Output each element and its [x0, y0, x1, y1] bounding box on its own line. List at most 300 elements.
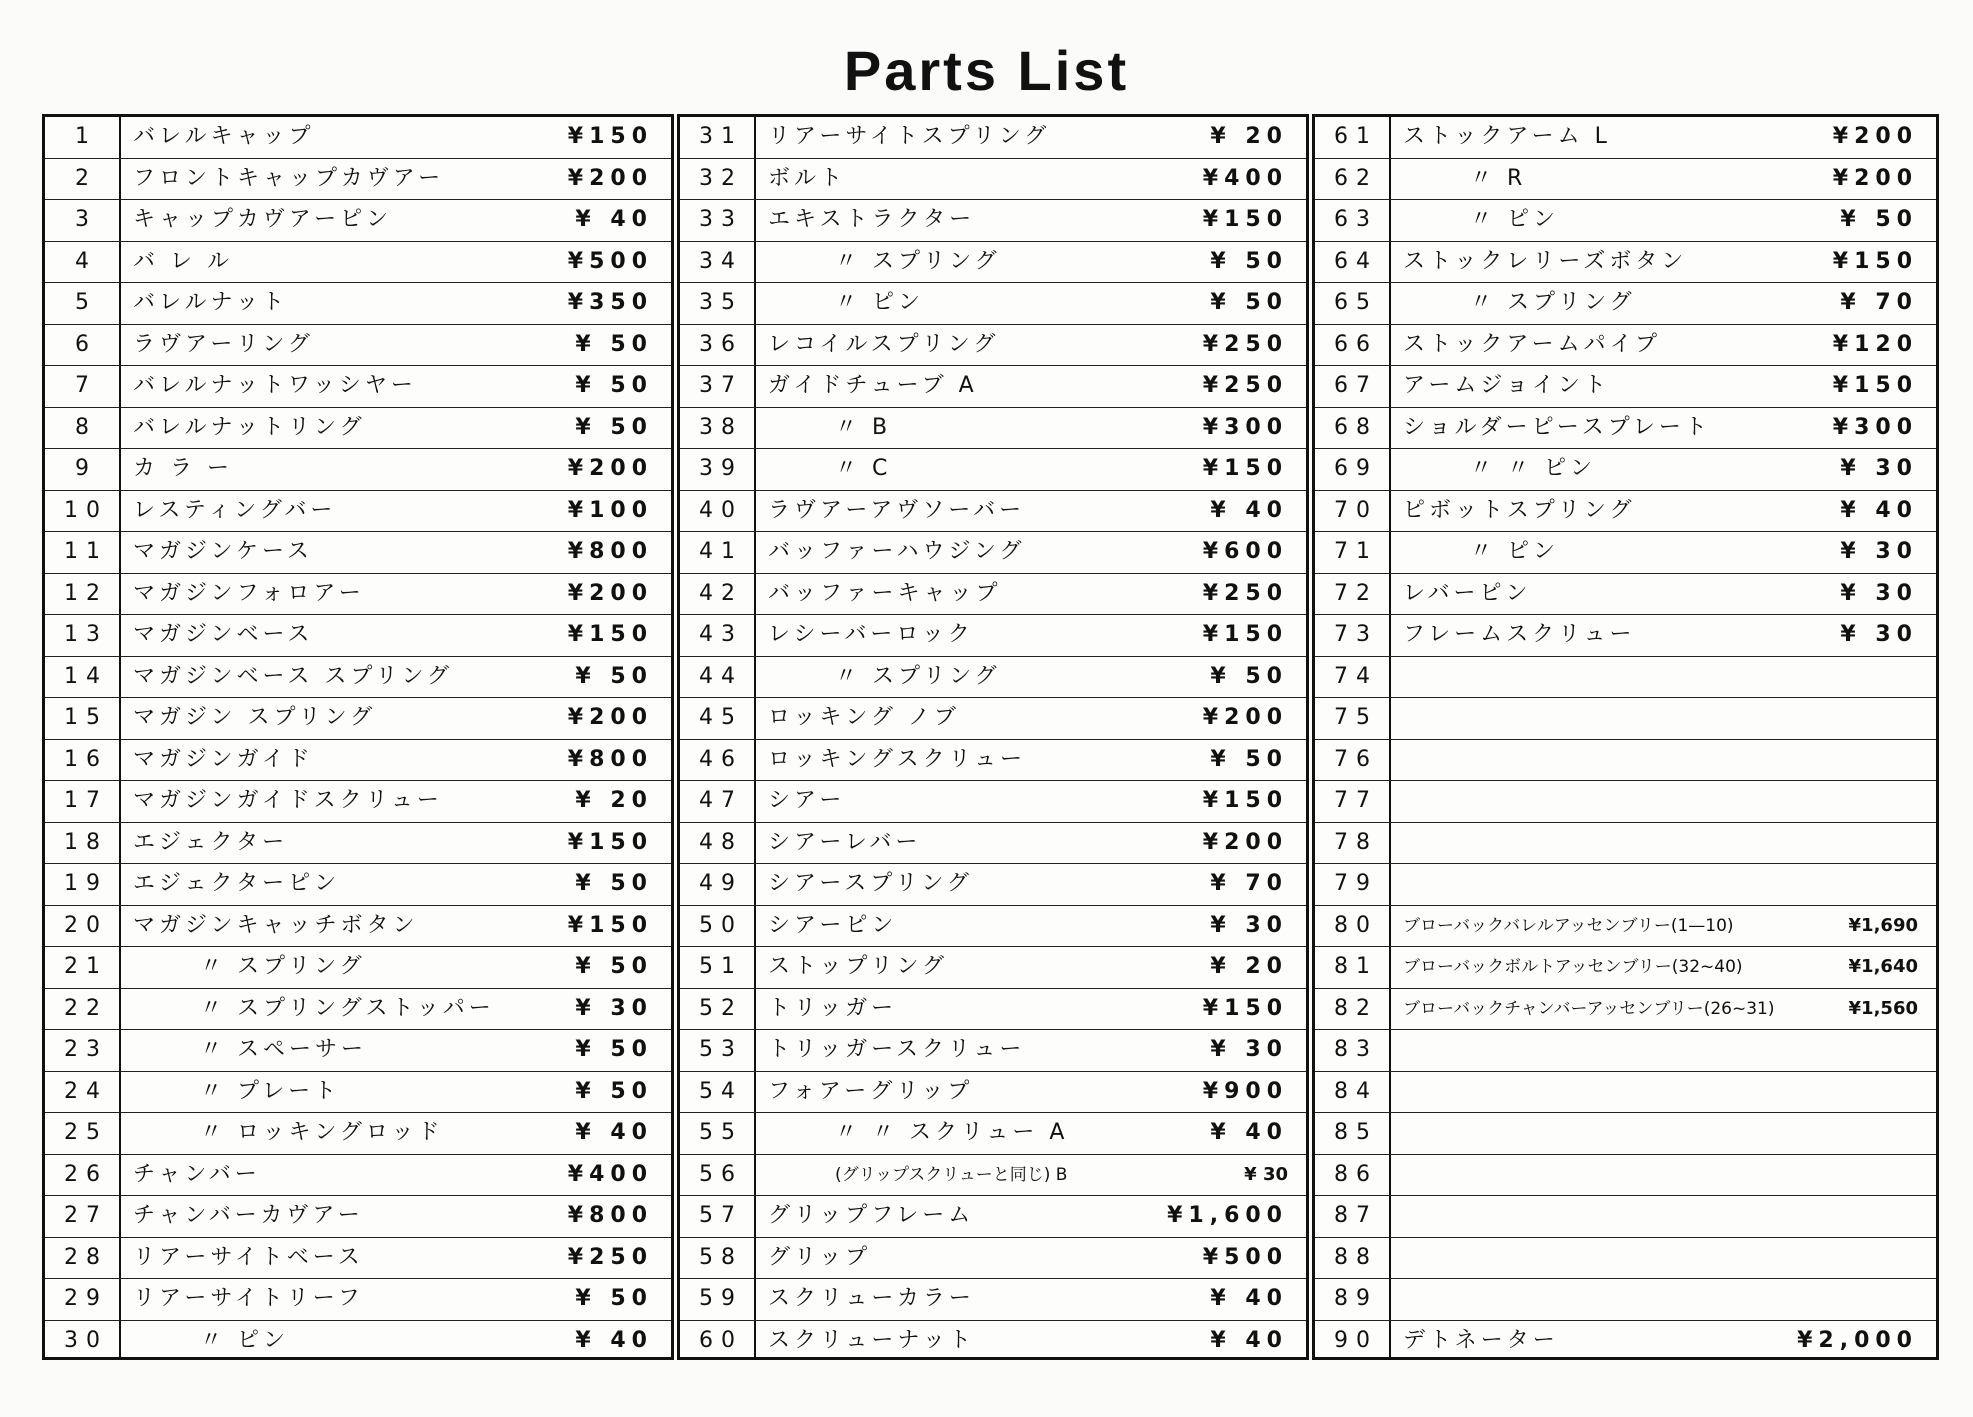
- part-number: 35: [699, 290, 743, 315]
- part-price: ¥1,600: [1167, 1203, 1288, 1228]
- table-row: [1315, 947, 1936, 989]
- part-number: 27: [64, 1203, 108, 1228]
- table-row: [680, 1279, 1306, 1321]
- part-number: 59: [699, 1286, 743, 1311]
- part-number: 6: [75, 331, 97, 357]
- part-number: 50: [699, 912, 743, 938]
- part-name: マガジンキャッチボタン: [133, 912, 419, 938]
- part-number: 83: [1334, 1037, 1378, 1062]
- part-price: ¥800: [567, 1203, 653, 1228]
- part-number: 29: [64, 1286, 108, 1311]
- table-row: [45, 1113, 671, 1155]
- table-row: [1315, 1113, 1936, 1155]
- part-price: ¥800: [567, 746, 653, 772]
- parts-column-1: [42, 114, 674, 1360]
- part-number: 68: [1334, 414, 1378, 440]
- part-number: 14: [64, 663, 108, 689]
- part-number: 52: [699, 995, 743, 1021]
- part-number: 46: [699, 746, 743, 772]
- part-number: 53: [699, 1037, 743, 1062]
- part-number: 33: [699, 207, 743, 232]
- part-name: 〃 〃 スクリュー A: [835, 1120, 1069, 1145]
- part-name: ロッキングスクリュー: [768, 746, 1027, 772]
- table-row: [45, 1321, 671, 1363]
- part-name: マガジンベース スプリング: [133, 663, 454, 689]
- table-row: [45, 408, 671, 450]
- table-row: [1315, 1155, 1936, 1197]
- part-name: アームジョイント: [1403, 373, 1610, 398]
- part-name: 〃 〃 ピン: [1470, 456, 1596, 481]
- table-row: [1315, 1321, 1936, 1363]
- part-price: ¥ 30: [1244, 1163, 1288, 1185]
- part-number: 9: [75, 456, 97, 481]
- part-number: 67: [1334, 373, 1378, 398]
- part-name: 〃 ロッキングロッド: [200, 1120, 444, 1145]
- table-row: [45, 864, 671, 906]
- table-row: [45, 698, 671, 740]
- part-number: 85: [1334, 1120, 1378, 1145]
- part-number: 86: [1334, 1161, 1378, 1187]
- table-row: [1315, 1238, 1936, 1280]
- table-row: [680, 283, 1306, 325]
- parts-column-2: [677, 114, 1309, 1360]
- part-name: レコイルスプリング: [768, 331, 1000, 357]
- part-number: 54: [699, 1078, 743, 1104]
- part-name: マガジン スプリング: [133, 705, 377, 730]
- part-price: ¥1,560: [1848, 997, 1918, 1019]
- part-name: スクリューナット: [768, 1327, 975, 1353]
- part-number: 44: [699, 663, 743, 689]
- part-price: ¥200: [567, 705, 653, 730]
- part-number: 90: [1334, 1327, 1378, 1353]
- part-number: 76: [1334, 746, 1378, 772]
- part-price: ¥120: [1832, 331, 1918, 357]
- part-number: 89: [1334, 1286, 1378, 1311]
- part-name: 〃 プレート: [200, 1078, 341, 1104]
- part-name: 〃 ピン: [835, 290, 924, 315]
- table-row: [680, 532, 1306, 574]
- part-price: ¥800: [567, 539, 653, 564]
- part-name: マガジンガイド: [133, 746, 314, 772]
- part-name: ストックアーム L: [1403, 124, 1611, 149]
- part-number: 42: [699, 580, 743, 606]
- part-price: ¥ 50: [575, 331, 653, 357]
- part-price: ¥ 40: [1210, 1120, 1288, 1145]
- part-price: ¥ 30: [1210, 912, 1288, 938]
- part-price: ¥350: [567, 290, 653, 315]
- table-row: [1315, 159, 1936, 201]
- part-name: バ レ ル: [133, 248, 233, 274]
- table-row: [680, 823, 1306, 865]
- part-price: ¥ 70: [1210, 871, 1288, 896]
- part-name: バレルナット: [133, 290, 289, 315]
- part-number: 16: [64, 746, 108, 772]
- table-row: [45, 532, 671, 574]
- part-name: シアーピン: [768, 912, 898, 938]
- part-price: ¥150: [1202, 207, 1288, 232]
- table-row: [45, 242, 671, 284]
- table-row: [1315, 449, 1936, 491]
- part-number: 79: [1334, 871, 1378, 896]
- part-price: ¥400: [567, 1161, 653, 1187]
- part-name: レバーピン: [1403, 580, 1532, 606]
- table-row: [45, 1279, 671, 1321]
- part-name: リアーサイトベース: [133, 1244, 364, 1270]
- part-number: 65: [1334, 290, 1378, 315]
- part-number: 57: [699, 1203, 743, 1228]
- part-name: ラヴアーリング: [133, 331, 314, 357]
- part-price: ¥600: [1202, 539, 1288, 564]
- table-row: [1315, 615, 1936, 657]
- table-row: [1315, 657, 1936, 699]
- part-number: 36: [699, 331, 743, 357]
- part-name: ガイドチューブ A: [768, 373, 978, 398]
- part-number: 62: [1334, 165, 1378, 191]
- part-price: ¥1,640: [1848, 956, 1918, 977]
- table-row: [45, 574, 671, 616]
- table-row: [45, 283, 671, 325]
- part-name: リアーサイトスプリング: [768, 124, 1051, 149]
- part-number: 19: [64, 871, 108, 896]
- table-row: [680, 491, 1306, 533]
- table-row: [1315, 989, 1936, 1031]
- part-number: 3: [75, 207, 97, 232]
- part-number: 51: [699, 954, 743, 979]
- part-name: 〃 ピン: [200, 1327, 289, 1353]
- table-row: [680, 159, 1306, 201]
- part-price: ¥150: [1832, 248, 1918, 274]
- table-row: [1315, 491, 1936, 533]
- part-name: エジェクターピン: [133, 871, 341, 896]
- part-price: ¥2,000: [1797, 1327, 1918, 1353]
- table-row: [680, 366, 1306, 408]
- parts-column-3: [1312, 114, 1939, 1360]
- part-name: ストップリング: [768, 954, 949, 979]
- table-row: [1315, 1030, 1936, 1072]
- table-row: [45, 781, 671, 823]
- part-name: フロントキャップカヴアー: [133, 165, 445, 191]
- part-price: ¥ 40: [575, 1120, 653, 1145]
- table-row: [45, 1196, 671, 1238]
- part-number: 26: [64, 1161, 108, 1187]
- table-row: [1315, 574, 1936, 616]
- table-row: [1315, 200, 1936, 242]
- part-number: 34: [699, 248, 743, 274]
- part-price: ¥200: [1202, 705, 1288, 730]
- part-number: 20: [64, 912, 108, 938]
- part-price: ¥ 40: [1210, 497, 1288, 523]
- table-row: [1315, 698, 1936, 740]
- table-row: [680, 1321, 1306, 1363]
- part-price: ¥ 30: [1210, 1037, 1288, 1062]
- part-price: ¥ 50: [575, 954, 653, 979]
- part-name: リアーサイトリーフ: [133, 1286, 364, 1311]
- part-price: ¥150: [1202, 995, 1288, 1021]
- table-row: [680, 615, 1306, 657]
- part-price: ¥ 20: [1210, 124, 1288, 149]
- part-number: 41: [699, 539, 743, 564]
- part-price: ¥200: [1202, 829, 1288, 855]
- part-name: 〃 B: [835, 414, 892, 440]
- part-price: ¥150: [1202, 456, 1288, 481]
- part-price: ¥200: [1832, 165, 1918, 191]
- part-number: 64: [1334, 248, 1378, 274]
- table-row: [680, 989, 1306, 1031]
- part-price: ¥ 40: [575, 1327, 653, 1353]
- table-row: [680, 1196, 1306, 1238]
- part-number: 73: [1334, 622, 1378, 647]
- table-row: [1315, 906, 1936, 948]
- part-number: 75: [1334, 705, 1378, 730]
- part-price: ¥ 40: [1210, 1327, 1288, 1353]
- part-number: 61: [1334, 124, 1378, 149]
- part-number: 10: [64, 497, 108, 523]
- part-price: ¥150: [567, 124, 653, 149]
- part-number: 17: [64, 788, 108, 813]
- part-number: 71: [1334, 539, 1378, 564]
- part-number: 72: [1334, 580, 1378, 606]
- part-number: 23: [64, 1037, 108, 1062]
- part-number: 78: [1334, 829, 1378, 855]
- part-name: バレルナットワッシヤー: [133, 373, 417, 398]
- part-price: ¥ 50: [1210, 663, 1288, 689]
- part-price: ¥ 40: [1210, 1286, 1288, 1311]
- part-number: 32: [699, 165, 743, 191]
- table-row: [1315, 1196, 1936, 1238]
- part-name: バッファーキャップ: [768, 580, 1002, 606]
- part-price: ¥ 30: [1840, 622, 1918, 647]
- part-price: ¥ 50: [575, 1286, 653, 1311]
- table-row: [45, 159, 671, 201]
- part-price: ¥500: [1202, 1244, 1288, 1270]
- part-price: ¥ 50: [575, 414, 653, 440]
- table-row: [45, 947, 671, 989]
- table-row: [680, 1072, 1306, 1114]
- part-number: 81: [1334, 954, 1378, 979]
- part-name: バッファーハウジング: [768, 539, 1026, 564]
- part-number: 12: [64, 580, 108, 606]
- part-name: エジェクター: [133, 829, 289, 855]
- part-price: ¥200: [567, 580, 653, 606]
- part-number: 43: [699, 622, 743, 647]
- table-row: [680, 1113, 1306, 1155]
- part-price: ¥150: [567, 829, 653, 855]
- part-name: エキストラクター: [768, 207, 976, 232]
- part-number: 80: [1334, 912, 1378, 938]
- part-number: 56: [699, 1161, 743, 1187]
- part-price: ¥ 50: [1840, 207, 1918, 232]
- table-row: [1315, 864, 1936, 906]
- part-price: ¥200: [567, 165, 653, 191]
- part-name: マガジンベース: [133, 622, 314, 647]
- part-price: ¥500: [567, 248, 653, 274]
- table-row: [680, 1238, 1306, 1280]
- part-number: 25: [64, 1120, 108, 1145]
- part-price: ¥200: [1832, 124, 1918, 149]
- table-row: [45, 1238, 671, 1280]
- part-price: ¥1,690: [1848, 914, 1918, 936]
- part-name: (グリップスクリューと同じ) B: [835, 1164, 1068, 1185]
- part-name: バレルナットリング: [133, 414, 366, 440]
- table-row: [1315, 823, 1936, 865]
- table-row: [45, 906, 671, 948]
- part-price: ¥250: [567, 1244, 653, 1270]
- part-number: 13: [64, 622, 108, 647]
- part-name: トリッガースクリュー: [768, 1037, 1026, 1062]
- part-number: 24: [64, 1078, 108, 1104]
- part-name: ピボットスプリング: [1403, 497, 1636, 523]
- part-number: 63: [1334, 207, 1378, 232]
- table-row: [680, 906, 1306, 948]
- part-price: ¥ 70: [1840, 290, 1918, 315]
- table-row: [680, 325, 1306, 367]
- part-price: ¥250: [1202, 580, 1288, 606]
- part-number: 48: [699, 829, 743, 855]
- part-price: ¥ 40: [575, 207, 653, 232]
- part-name: ラヴアーアヴソーバー: [768, 497, 1026, 523]
- table-row: [45, 200, 671, 242]
- table-row: [680, 117, 1306, 159]
- part-name: シアーレバー: [768, 829, 922, 855]
- part-price: ¥250: [1202, 331, 1288, 357]
- part-price: ¥100: [567, 497, 653, 523]
- part-name: フォアーグリップ: [768, 1078, 974, 1104]
- part-name: シアースプリング: [768, 871, 973, 896]
- table-row: [1315, 1279, 1936, 1321]
- part-number: 70: [1334, 497, 1378, 523]
- part-name: 〃 スプリング: [835, 248, 1001, 274]
- table-row: [45, 989, 671, 1031]
- table-row: [680, 1030, 1306, 1072]
- part-price: ¥ 30: [1840, 456, 1918, 481]
- part-name: グリップ: [768, 1244, 872, 1270]
- part-number: 60: [699, 1327, 743, 1353]
- part-number: 1: [75, 124, 97, 149]
- part-name: レスティングバー: [133, 497, 337, 523]
- table-row: [45, 1155, 671, 1197]
- part-number: 37: [699, 373, 743, 398]
- part-price: ¥ 50: [575, 663, 653, 689]
- part-price: ¥ 50: [575, 871, 653, 896]
- part-price: ¥ 30: [1840, 539, 1918, 564]
- part-number: 2: [75, 165, 97, 191]
- part-price: ¥ 20: [1210, 954, 1288, 979]
- part-price: ¥150: [1202, 788, 1288, 813]
- part-name: グリップフレーム: [768, 1203, 975, 1228]
- part-name: トリッガー: [768, 995, 898, 1021]
- part-price: ¥200: [567, 456, 653, 481]
- table-row: [680, 574, 1306, 616]
- table-row: [1315, 740, 1936, 782]
- part-price: ¥ 50: [575, 1078, 653, 1104]
- part-number: 58: [699, 1244, 743, 1270]
- part-number: 28: [64, 1244, 108, 1270]
- part-name: カ ラ ー: [133, 456, 233, 481]
- part-number: 11: [64, 539, 108, 564]
- part-name: ストックアームパイプ: [1403, 331, 1662, 357]
- part-name: マガジンガイドスクリュー: [133, 788, 443, 813]
- part-number: 31: [699, 124, 743, 149]
- part-price: ¥300: [1202, 414, 1288, 440]
- table-row: [45, 366, 671, 408]
- part-name: ブローバックボルトアッセンブリー(32~40): [1403, 957, 1743, 977]
- part-price: ¥ 50: [575, 373, 653, 398]
- table-row: [1315, 283, 1936, 325]
- part-number: 55: [699, 1120, 743, 1145]
- part-number: 47: [699, 788, 743, 813]
- part-number: 39: [699, 456, 743, 481]
- part-name: キャップカヴアーピン: [133, 207, 393, 232]
- part-number: 45: [699, 705, 743, 730]
- table-row: [680, 242, 1306, 284]
- part-price: ¥ 20: [575, 788, 653, 813]
- part-number: 7: [75, 373, 97, 398]
- part-name: デトネーター: [1403, 1327, 1559, 1353]
- table-row: [680, 200, 1306, 242]
- table-row: [45, 1030, 671, 1072]
- part-number: 4: [75, 248, 97, 274]
- table-row: [45, 1072, 671, 1114]
- page-title: Parts List: [843, 39, 1130, 102]
- table-row: [680, 657, 1306, 699]
- part-price: ¥900: [1202, 1078, 1288, 1104]
- table-row: [1315, 242, 1936, 284]
- part-number: 30: [64, 1327, 108, 1353]
- part-price: ¥ 30: [575, 995, 653, 1021]
- part-name: ロッキング ノブ: [768, 705, 960, 730]
- part-price: ¥150: [567, 912, 653, 938]
- part-number: 82: [1334, 995, 1378, 1021]
- table-row: [1315, 1072, 1936, 1114]
- part-name: フレームスクリュー: [1403, 622, 1636, 647]
- part-number: 18: [64, 829, 108, 855]
- part-name: 〃 スペーサー: [200, 1037, 367, 1062]
- part-number: 84: [1334, 1078, 1378, 1104]
- part-price: ¥ 30: [1840, 580, 1918, 606]
- table-row: [1315, 366, 1936, 408]
- table-row: [1315, 532, 1936, 574]
- part-number: 22: [64, 995, 108, 1021]
- table-row: [680, 408, 1306, 450]
- part-price: ¥ 40: [1840, 497, 1918, 523]
- part-name: ストックレリーズボタン: [1403, 248, 1688, 274]
- table-row: [45, 615, 671, 657]
- part-number: 87: [1334, 1203, 1378, 1228]
- table-row: [680, 449, 1306, 491]
- part-name: ブローバックチャンバーアッセンブリー(26~31): [1403, 998, 1775, 1019]
- part-price: ¥250: [1202, 373, 1288, 398]
- table-row: [45, 325, 671, 367]
- part-name: ブローバックバレルアッセンブリー(1—10): [1403, 915, 1734, 936]
- table-row: [45, 491, 671, 533]
- part-name: 〃 ピン: [1470, 539, 1559, 564]
- table-row: [1315, 325, 1936, 367]
- table-row: [680, 864, 1306, 906]
- part-name: 〃 スプリング: [835, 663, 1001, 689]
- part-price: ¥ 50: [1210, 290, 1288, 315]
- part-number: 49: [699, 871, 743, 896]
- part-price: ¥ 50: [1210, 248, 1288, 274]
- part-name: マガジンフォロアー: [133, 580, 365, 606]
- table-row: [45, 823, 671, 865]
- part-price: ¥ 50: [1210, 746, 1288, 772]
- part-price: ¥150: [1832, 373, 1918, 398]
- part-number: 74: [1334, 663, 1378, 689]
- table-row: [45, 117, 671, 159]
- part-number: 77: [1334, 788, 1378, 813]
- table-row: [680, 740, 1306, 782]
- part-name: チャンバーカヴアー: [133, 1203, 364, 1228]
